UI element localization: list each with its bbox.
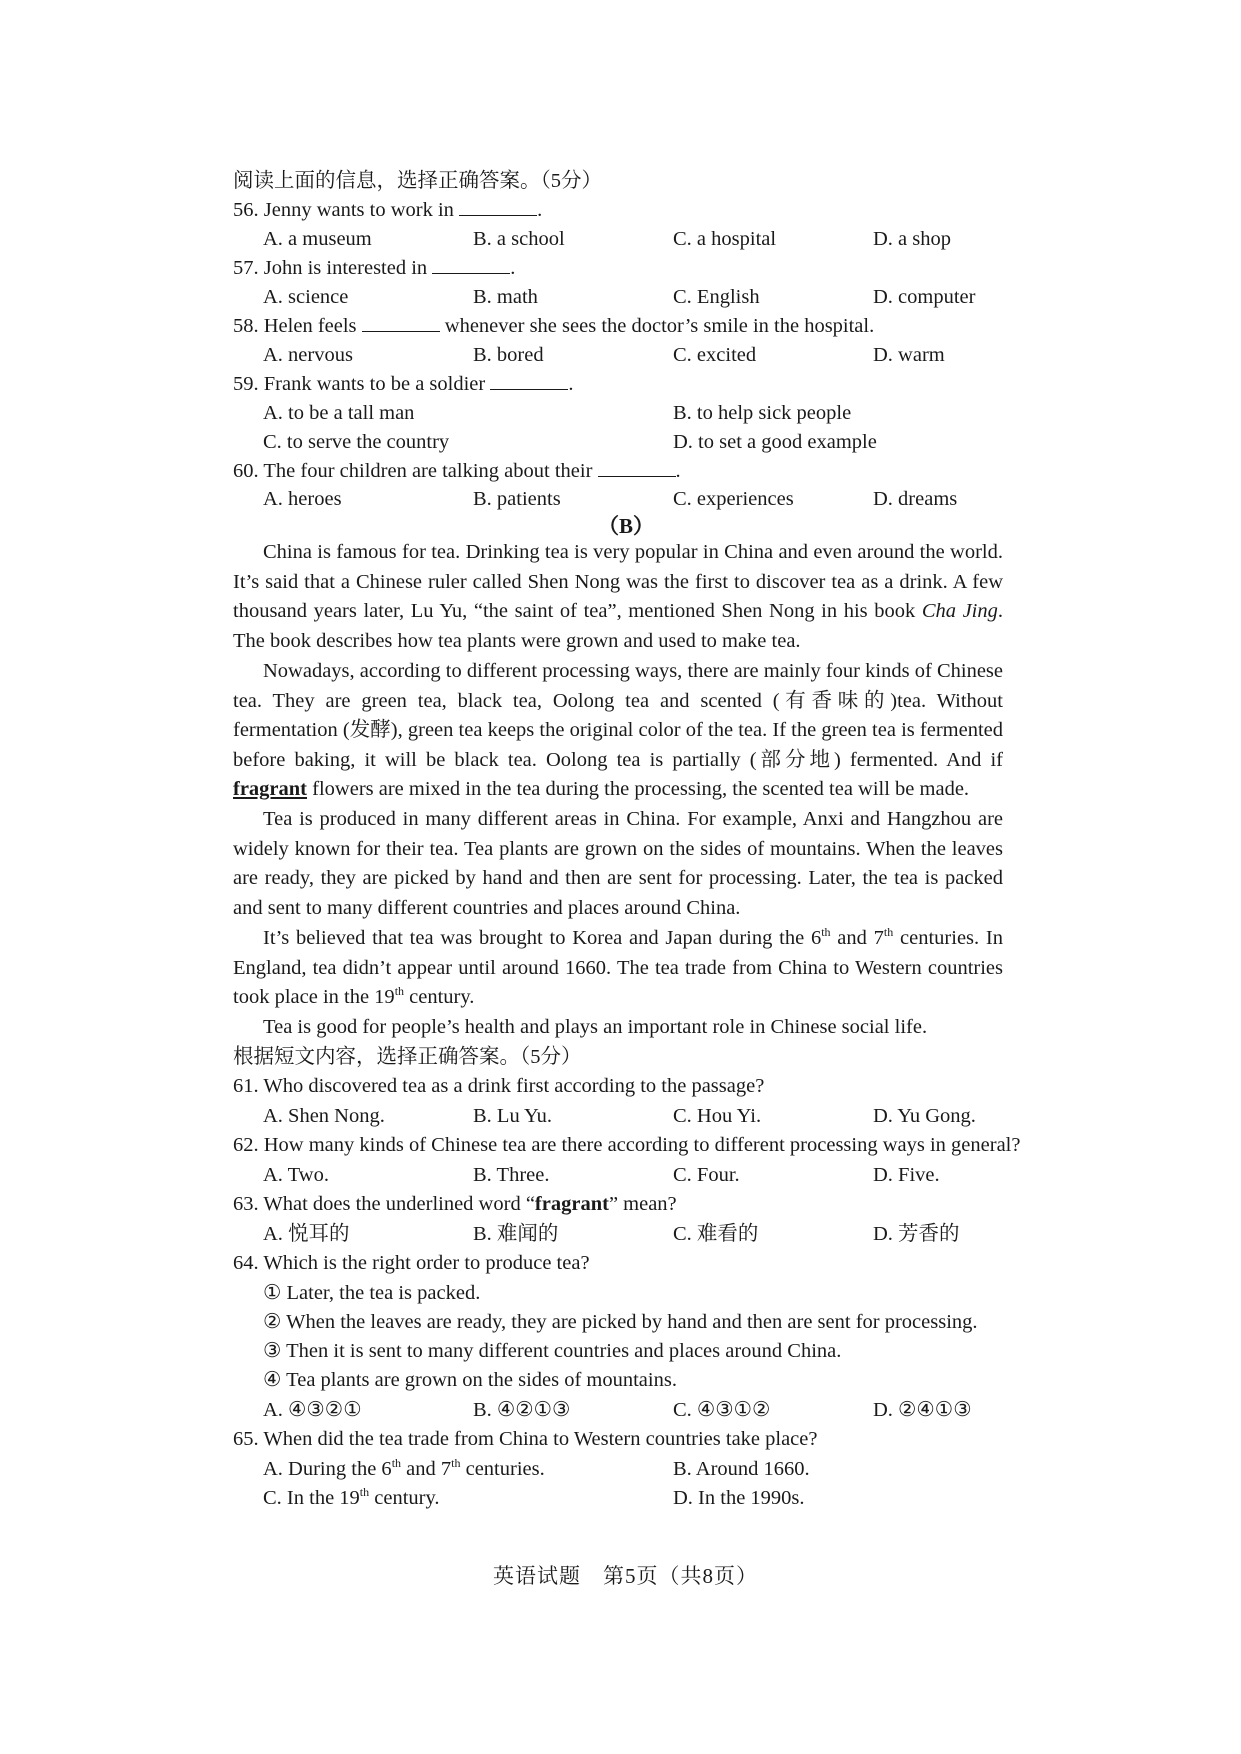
question-59-stem: 59. Frank wants to be a soldier xyxy=(233,373,486,395)
option-61-b: B. Lu Yu. xyxy=(473,1105,552,1127)
answer-blank xyxy=(598,460,676,477)
option-56-a: A. a museum xyxy=(263,228,372,250)
question-57-stem: 57. John is interested in xyxy=(233,257,428,279)
option-59-d: D. to set a good example xyxy=(673,431,877,453)
option-65-c xyxy=(263,1485,440,1511)
question-57 xyxy=(233,255,515,281)
option-60-b: B. patients xyxy=(473,488,561,510)
step-2: ② When the leaves are ready, they are picked by hand and then are sent for processing. xyxy=(263,1311,978,1333)
option-text: C. In the 19 xyxy=(263,1487,360,1509)
question-text: 63. What does the underlined word “ xyxy=(233,1193,535,1215)
option-58-a: A. nervous xyxy=(263,344,353,366)
step-3: ③ Then it is sent to many different countries and places around China. xyxy=(263,1340,842,1362)
question-64: 64. Which is the right order to produce tea? xyxy=(233,1252,590,1274)
question-63 xyxy=(233,1191,677,1217)
question-text: ” mean? xyxy=(608,1193,677,1215)
section-b-heading: （B） xyxy=(598,514,655,538)
option-56-b: B. a school xyxy=(473,228,565,250)
option-61-a: A. Shen Nong. xyxy=(263,1105,385,1127)
question-65: 65. When did the tea trade from China to Western countries take place? xyxy=(233,1428,818,1450)
passage-paragraph-5: Tea is good for people’s health and plays an important role in Chinese social life. xyxy=(263,1016,928,1038)
passage-paragraph-3: Tea is produced in many different areas in China. For example, Anxi and Hangzhou are widely known for their tea. Tea plants are grown on the sides of mountains. When the leaves are ready, they are picked by hand and then are sent for processing. Later, the tea is packed and sent to many different countries and places around China. xyxy=(233,808,1003,919)
question-end: . xyxy=(537,199,543,221)
option-58-d: D. warm xyxy=(873,344,945,366)
option-56-d: D. a shop xyxy=(873,228,952,250)
paragraph-text: . The book describes how tea plants were grown and used to make tea. xyxy=(233,600,1003,652)
step-1: ① Later, the tea is packed. xyxy=(263,1282,481,1304)
question-62: 62. How many kinds of Chinese tea are there according to different processing ways in general? xyxy=(233,1134,1021,1156)
answer-blank xyxy=(459,199,537,216)
question-58 xyxy=(233,313,874,339)
answer-blank xyxy=(362,315,440,332)
question-keyword: fragrant xyxy=(534,1193,609,1215)
paragraph-text: flowers are mixed in the tea during the processing, the scented tea will be made. xyxy=(307,778,970,801)
option-60-a: A. heroes xyxy=(263,488,342,510)
option-text: centuries. xyxy=(460,1458,545,1480)
superscript: th xyxy=(359,1485,370,1500)
superscript: th xyxy=(883,925,894,940)
paragraph-text: China is famous for tea. Drinking tea is very popular in China and even around the world. It’s said that a Chinese ruler called Shen Nong was the first to discover tea as a drink. A few thousand years later, Lu Yu, “the saint of tea”, mentioned Shen Nong in his book xyxy=(233,541,1003,623)
option-57-b: B. math xyxy=(473,286,538,308)
option-56-c: C. a hospital xyxy=(673,228,777,250)
option-text: A. During the 6 xyxy=(263,1458,392,1480)
option-62-d: D. Five. xyxy=(873,1164,940,1186)
option-60-c: C. experiences xyxy=(673,488,794,510)
option-65-b: B. Around 1660. xyxy=(673,1458,810,1480)
option-text: and 7 xyxy=(401,1458,452,1480)
question-56 xyxy=(233,197,542,223)
answer-blank xyxy=(432,257,510,274)
superscript: th xyxy=(394,984,405,999)
option-57-a: A. science xyxy=(263,286,349,308)
option-62-a: A. Two. xyxy=(263,1164,329,1186)
paragraph-text: centuries. In England, tea didn’t appear until around 1660. The tea trade from China to Western countries took place in the 19 xyxy=(233,927,1003,1009)
option-64-d: D. ②④①③ xyxy=(873,1399,972,1421)
question-60 xyxy=(233,458,681,484)
passage-paragraph-2 xyxy=(233,657,1003,805)
option-64-a: A. ④③②① xyxy=(263,1399,362,1421)
paragraph-text: and 7 xyxy=(830,927,884,949)
paragraph-text: It’s believed that tea was brought to Korea and Japan during the 6 xyxy=(263,927,822,949)
option-59-a: A. to be a tall man xyxy=(263,402,415,424)
option-65-d: D. In the 1990s. xyxy=(673,1487,805,1509)
underlined-word: fragrant xyxy=(233,778,308,801)
option-61-d: D. Yu Gong. xyxy=(873,1105,976,1127)
option-61-c: C. Hou Yi. xyxy=(673,1105,762,1127)
question-end: . xyxy=(568,373,574,395)
paragraph-text: century. xyxy=(404,986,475,1009)
book-title: Cha Jing xyxy=(921,600,998,623)
page-footer: 英语试题 第5页（共8页） xyxy=(493,1564,758,1588)
question-60-stem: 60. The four children are talking about their xyxy=(233,460,593,482)
question-61: 61. Who discovered tea as a drink first according to the passage? xyxy=(233,1075,765,1097)
superscript: th xyxy=(391,1456,402,1471)
option-59-c: C. to serve the country xyxy=(263,431,450,453)
option-63-b: B. 难闻的 xyxy=(473,1223,559,1245)
option-text: century. xyxy=(369,1487,440,1509)
option-60-d: D. dreams xyxy=(873,488,958,510)
option-64-b: B. ④②①③ xyxy=(473,1399,571,1421)
instruction-part-b: 根据短文内容，选择正确答案。（5分） xyxy=(233,1046,582,1068)
option-58-b: B. bored xyxy=(473,344,544,366)
question-end: . xyxy=(510,257,516,279)
question-58-rest: whenever she sees the doctor’s smile in the hospital. xyxy=(444,315,875,337)
passage-paragraph-1 xyxy=(233,538,1003,656)
option-58-c: C. excited xyxy=(673,344,757,366)
option-65-a xyxy=(263,1456,545,1482)
option-64-c: C. ④③①② xyxy=(673,1399,771,1421)
superscript: th xyxy=(821,925,831,940)
option-63-d: D. 芳香的 xyxy=(873,1223,960,1245)
passage-paragraph-4 xyxy=(233,924,1003,1013)
option-63-a: A. 悦耳的 xyxy=(263,1223,350,1245)
option-63-c: C. 难看的 xyxy=(673,1223,759,1245)
question-56-stem: 56. Jenny wants to work in xyxy=(233,199,454,221)
question-59 xyxy=(233,371,573,397)
option-62-c: C. Four. xyxy=(673,1164,740,1186)
answer-blank xyxy=(490,373,568,390)
instruction-part-a: 阅读上面的信息，选择正确答案。（5分） xyxy=(233,170,602,192)
option-59-b: B. to help sick people xyxy=(673,402,852,424)
option-57-c: C. English xyxy=(673,286,760,308)
paragraph-text: Nowadays, according to different processing ways, there are mainly four kinds of Chinese tea. They are green tea, black tea, Oolong tea and scented (有香味的)tea. Without fermentation (发酵), green tea keeps the original color of the tea. If the green tea is fermented before baking, it will be black tea. Oolong tea is partially (部分地) fermented. And if xyxy=(233,660,1003,771)
question-end: . xyxy=(675,460,681,482)
superscript: th xyxy=(451,1456,461,1471)
option-62-b: B. Three. xyxy=(473,1164,550,1186)
option-57-d: D. computer xyxy=(873,286,976,308)
step-4: ④ Tea plants are grown on the sides of mountains. xyxy=(263,1369,677,1391)
question-58-stem: 58. Helen feels xyxy=(233,315,357,337)
